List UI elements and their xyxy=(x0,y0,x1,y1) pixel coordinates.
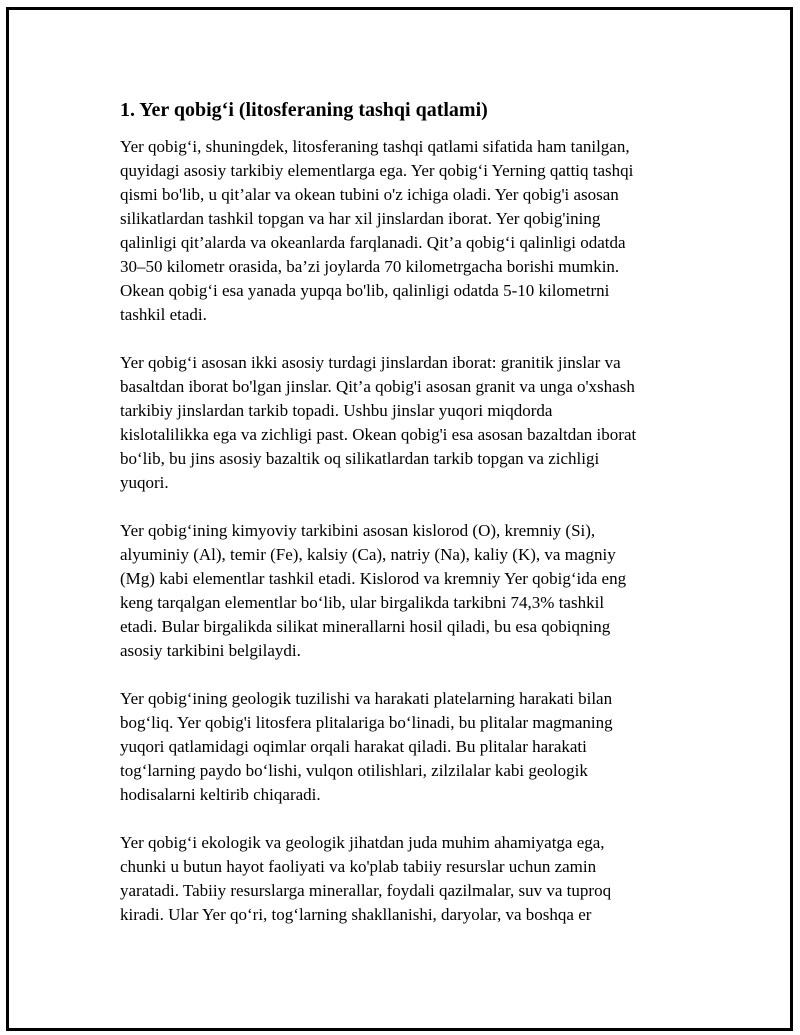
paragraph-4 xyxy=(120,687,705,807)
section-title: 1. Yer qobig‘i (litosferaning tashqi qatlami) xyxy=(120,99,488,121)
text-line: asosiy tarkibini belgilaydi. xyxy=(120,641,301,660)
text-line: Yer qobig‘i, shuningdek, litosferaning tashqi qatlami sifatida ham tanilgan, xyxy=(120,137,630,156)
paragraph-3 xyxy=(120,519,705,663)
text-line: Yer qobig‘ining geologik tuzilishi va harakati platelarning harakati bilan xyxy=(120,689,613,708)
text-line: bog‘liq. Yer qobig'i litosfera plitalariga bo‘linadi, bu plitalar magmaning xyxy=(120,713,613,732)
text-line: Yer qobig‘i asosan ikki asosiy turdagi jinslardan iborat: granitik jinslar va xyxy=(120,353,621,372)
text-line: alyuminiy (Al), temir (Fe), kalsiy (Ca), natriy (Na), kaliy (K), va magniy xyxy=(120,545,616,564)
text-line: quyidagi asosiy tarkibiy elementlarga ega. Yer qobig‘i Yerning qattiq tashqi xyxy=(120,161,634,180)
text-line: yaratadi. Tabiiy resurslarga minerallar, foydali qazilmalar, suv va tuproq xyxy=(120,881,612,900)
text-line: tarkibiy jinslardan tarkib topadi. Ushbu jinslar yuqori miqdorda xyxy=(120,401,553,420)
text-line: chunki u butun hayot faoliyati va ko'plab tabiiy resurslar uchun zamin xyxy=(120,857,597,876)
text-line: yuqori qatlamidagi oqimlar orqali harakat qiladi. Bu plitalar harakati xyxy=(120,737,587,756)
text-line: Okean qobig‘i esa yanada yupqa bo'lib, qalinligi odatda 5-10 kilometrni xyxy=(120,281,610,300)
paragraph-5 xyxy=(120,831,705,927)
text-line: (Mg) kabi elementlar tashkil etadi. Kislorod va kremniy Yer qobig‘ida eng xyxy=(120,569,627,588)
text-line: bo‘lib, bu jins asosiy bazaltik oq silikatlardan tarkib topgan va zichligi xyxy=(120,449,600,468)
text-line: tashkil etadi. xyxy=(120,305,207,324)
text-line: kiradi. Ular Yer qo‘ri, tog‘larning shakllanishi, daryolar, va boshqa er xyxy=(120,905,592,924)
text-line: kislotalilikka ega va zichligi past. Okean qobig'i esa asosan bazaltdan iborat xyxy=(120,425,637,444)
text-line: tog‘larning paydo bo‘lishi, vulqon otilishlari, zilzilalar kabi geologik xyxy=(120,761,588,780)
text-line: basaltdan iborat bo'lgan jinslar. Qit’a qobig'i asosan granit va unga o'xshash xyxy=(120,377,635,396)
text-line: silikatlardan tashkil topgan va har xil jinslardan iborat. Yer qobig'ining xyxy=(120,209,601,228)
text-line: 30–50 kilometr orasida, ba’zi joylarda 70 kilometrgacha borishi mumkin. xyxy=(120,257,620,276)
document-content xyxy=(120,97,705,951)
text-line: etadi. Bular birgalikda silikat minerallarni hosil qiladi, bu esa qobiqning xyxy=(120,617,611,636)
text-line: Yer qobig‘i ekologik va geologik jihatdan juda muhim ahamiyatga ega, xyxy=(120,833,605,852)
document-page xyxy=(6,7,793,1031)
paragraph-2 xyxy=(120,351,705,495)
paragraph-1 xyxy=(120,135,705,327)
text-line: keng tarqalgan elementlar bo‘lib, ular birgalikda tarkibni 74,3% tashkil xyxy=(120,593,605,612)
text-line: qalinligi qit’alarda va okeanlarda farqlanadi. Qit’a qobig‘i qalinligi odatda xyxy=(120,233,626,252)
text-line: Yer qobig‘ining kimyoviy tarkibini asosan kislorod (O), kremniy (Si), xyxy=(120,521,596,540)
text-line: qismi bo'lib, u qit’alar va okean tubini o'z ichiga oladi. Yer qobig'i asosan xyxy=(120,185,619,204)
text-line: hodisalarni keltirib chiqaradi. xyxy=(120,785,321,804)
text-line: yuqori. xyxy=(120,473,169,492)
